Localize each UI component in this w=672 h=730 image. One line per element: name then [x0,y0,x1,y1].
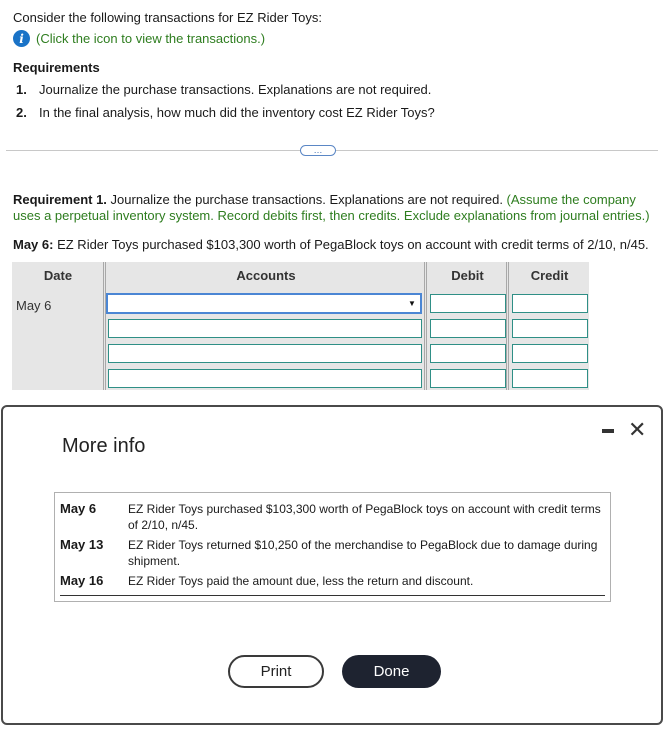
transaction-row [60,537,608,569]
date-cell: May 6 [16,298,52,313]
transactions-box [54,492,611,602]
requirement1-label: Requirement 1. [13,192,107,207]
info-icon[interactable]: i [13,30,30,47]
transaction-row [60,573,608,589]
debit-header: Debit [451,268,484,283]
transaction-line [13,237,649,252]
requirement1-instruction: (Assume the company uses a perpetual inventory system. Record debits first, then credits. Exclude explanations from journal entries.) [13,192,650,223]
debit-input[interactable] [430,294,506,313]
transaction-date: May 6 [60,501,97,516]
transaction-text: EZ Rider Toys purchased $103,300 worth of PegaBlock toys on account with credit terms of 2/10, n/45. [53,237,649,252]
column-divider [506,262,509,390]
credit-input[interactable] [512,319,588,338]
debit-input[interactable] [430,319,506,338]
requirement-text: In the final analysis, how much did the inventory cost EZ Rider Toys? [39,105,435,120]
column-divider [103,262,106,390]
account-select[interactable] [106,293,422,314]
dropdown-arrow-icon[interactable]: ▼ [408,299,416,308]
transaction-row [60,501,608,533]
debit-input[interactable] [430,369,506,388]
account-input[interactable] [108,344,422,363]
print-button[interactable]: Print [228,655,324,688]
credit-input[interactable] [512,369,588,388]
transaction-date-label: May 6: [13,237,54,252]
requirement-text: Journalize the purchase transactions. Explanations are not required. [39,82,432,97]
credit-input[interactable] [512,344,588,363]
dialog-title: More info [62,435,146,457]
column-divider [424,262,427,390]
requirements-title: Requirements [13,60,100,75]
expand-button[interactable]: … [300,145,336,156]
intro-text: Consider the following transactions for EZ Rider Toys: [13,10,323,25]
requirement-item [13,78,435,101]
box-bottom-rule [60,595,605,596]
minimize-icon[interactable] [602,429,614,433]
close-icon[interactable]: ✕ [628,417,647,442]
requirement-item [13,101,435,124]
done-button[interactable]: Done [342,655,441,688]
transactions-link[interactable] [13,30,265,47]
debit-input[interactable] [430,344,506,363]
account-input[interactable] [108,319,422,338]
credit-header: Credit [530,268,569,283]
requirement-number: 1. [16,82,27,97]
more-info-dialog [1,405,663,725]
credit-input[interactable] [512,294,588,313]
transaction-date: May 16 [60,573,104,588]
account-input[interactable] [108,369,422,388]
date-header: Date [43,268,73,283]
requirement1-text: Journalize the purchase transactions. Explanations are not required. [106,192,507,207]
transaction-description: EZ Rider Toys purchased $103,300 worth of PegaBlock toys on account with credit terms of 2/10, n/45. [128,502,601,532]
accounts-header: Accounts [236,268,296,283]
requirement-number: 2. [16,105,27,120]
transaction-description: EZ Rider Toys paid the amount due, less the return and discount. [128,574,474,588]
transaction-description: EZ Rider Toys returned $10,250 of the merchandise to PegaBlock due to damage during shipment. [128,538,598,568]
transactions-link-text[interactable]: (Click the icon to view the transactions.) [36,31,266,46]
journal-entry-table [12,262,589,390]
requirements-list [13,78,435,124]
transaction-date: May 13 [60,537,104,552]
requirement1-instructions [13,192,663,224]
